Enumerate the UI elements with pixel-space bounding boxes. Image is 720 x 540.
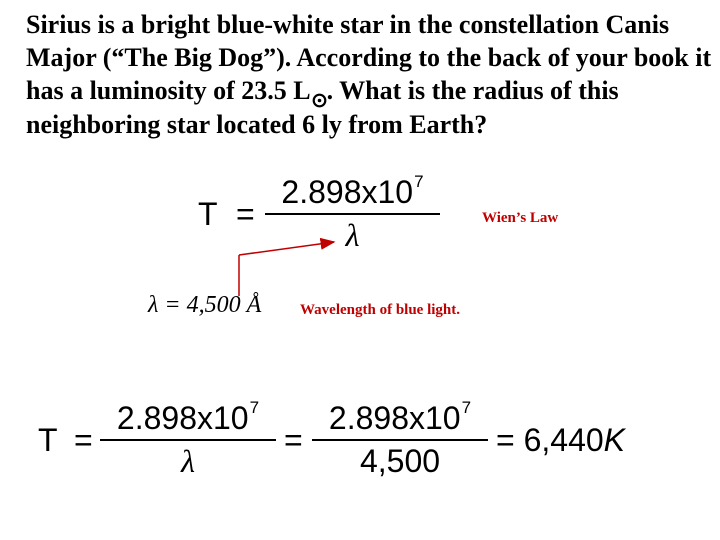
final-fraction-1	[100, 398, 276, 480]
question-part-2: . What is the radius of this neighboring star located 6 ly from Earth?	[26, 76, 619, 139]
final-equals-sign-1: =	[74, 422, 93, 458]
fraction-1-exponent: 7	[249, 398, 260, 417]
fraction-1-bar	[100, 439, 276, 441]
fraction-2-numerator: $2.898x10^7$	[328, 398, 472, 436]
lambda-value: λ = 4,500 Å	[148, 292, 262, 318]
final-lhs-variable: T	[38, 422, 58, 458]
final-result	[496, 422, 625, 459]
wiens-law-label: Wien’s Law	[482, 210, 559, 226]
final-equals-sign-2: =	[284, 422, 303, 458]
wavelength-label: Wavelength of blue light.	[300, 302, 461, 318]
arrow-horizontal-line	[239, 242, 334, 255]
fraction-2-denominator: 4,500	[359, 443, 441, 479]
question-part-1: Sirius is a bright blue-white star in the constellation Canis Major (“The Big Dog”). According to the back of your book it has a luminosity of 23.5 L	[26, 10, 712, 105]
wien-denominator: λ	[345, 217, 360, 253]
final-result-unit: K	[603, 422, 625, 458]
wien-numerator: $2.898x10^7$	[281, 172, 424, 210]
final-fraction-2	[312, 398, 488, 480]
fraction-2-bar	[312, 439, 488, 441]
final-result-value: = 6,440	[496, 422, 604, 458]
fraction-1-numerator: $2.898x10^7$	[116, 398, 260, 436]
wien-lhs-variable: T	[198, 196, 218, 232]
wien-equals-sign: =	[236, 196, 255, 232]
wien-exponent: 7	[414, 172, 424, 191]
fraction-1-denominator: λ	[181, 443, 195, 479]
fraction-2-exponent: 7	[461, 398, 472, 417]
